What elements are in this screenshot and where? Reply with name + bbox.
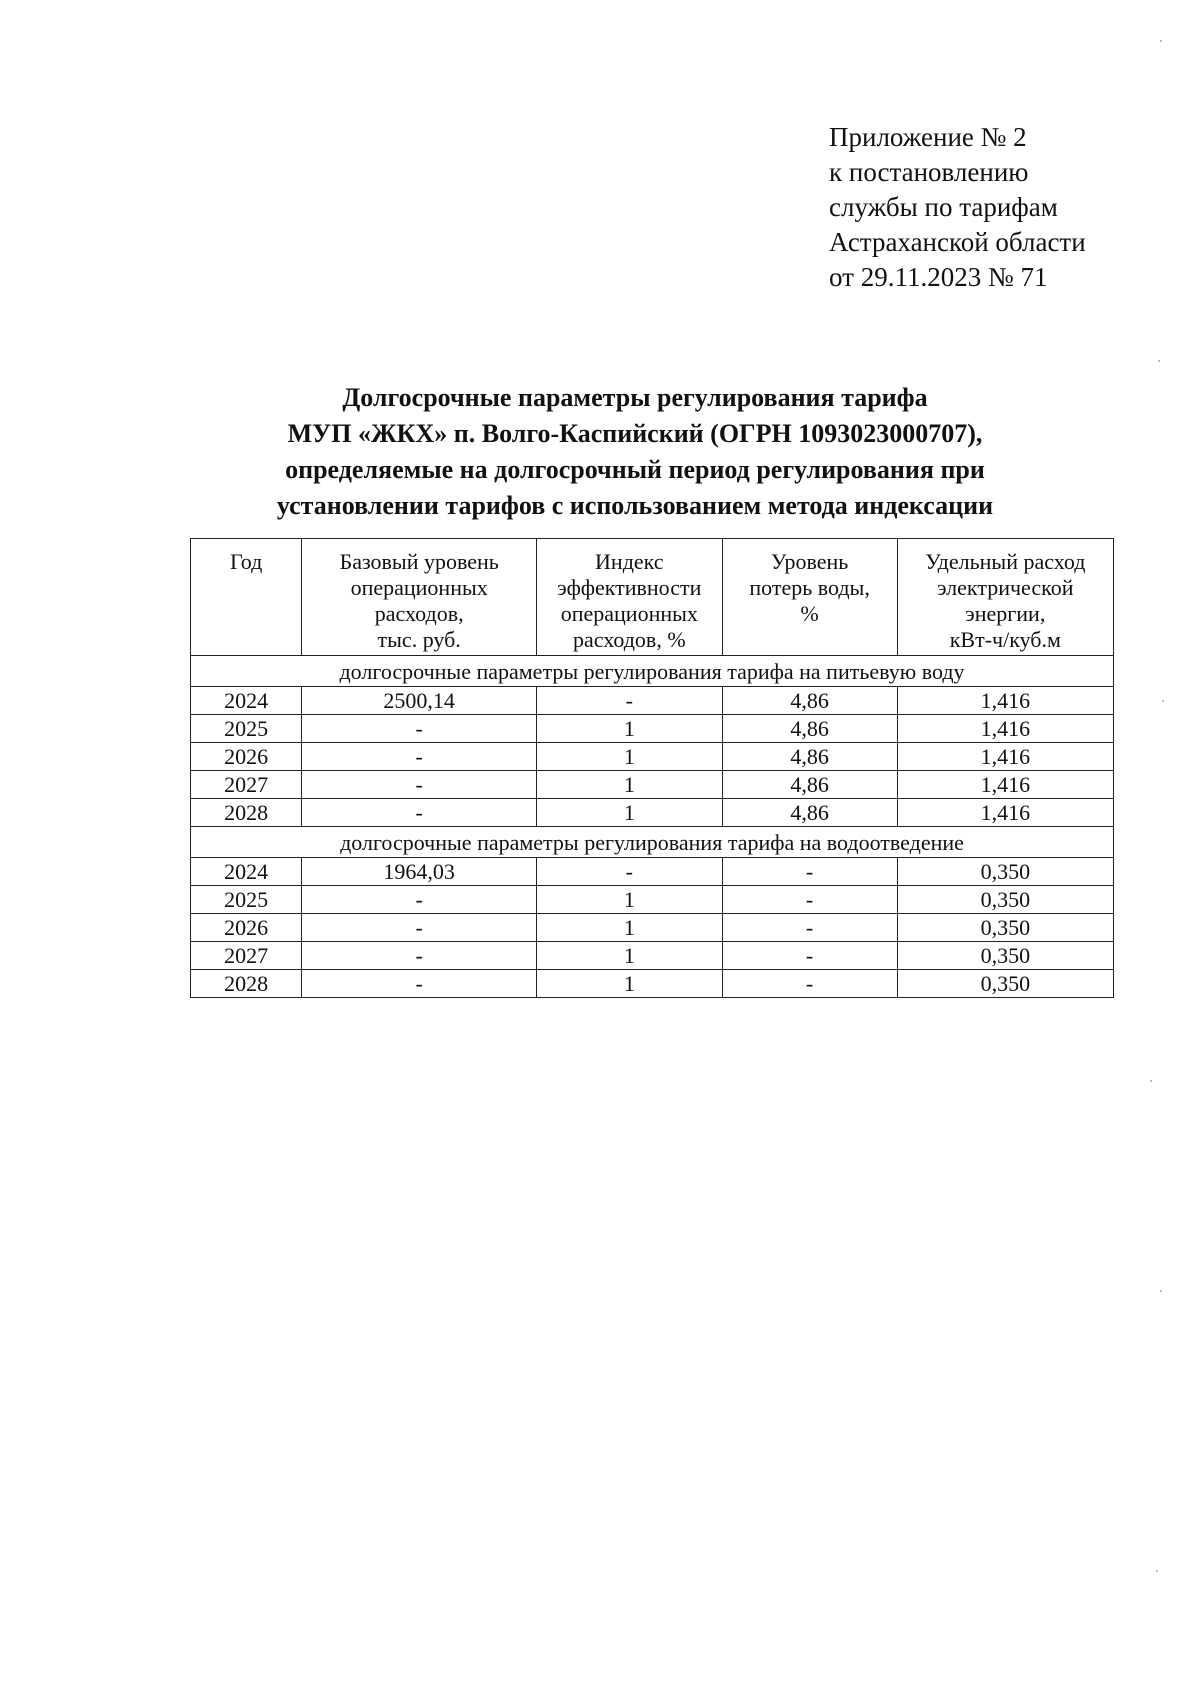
table-row: [191, 886, 1114, 914]
table-body: [191, 656, 1114, 998]
cell-base-opex: 1964,03: [302, 858, 537, 886]
scan-speck: [1150, 1080, 1152, 1082]
header-line: расходов, %: [572, 627, 686, 652]
cell-energy: 0,350: [897, 970, 1113, 998]
cell-energy: 0,350: [897, 886, 1113, 914]
title-line: МУП «ЖКХ» п. Волго-Каспийский (ОГРН 1093023000707),: [287, 419, 983, 448]
header-line: Уровень: [770, 549, 849, 574]
cell-energy: 1,416: [897, 771, 1113, 799]
cell-year: 2026: [191, 743, 302, 771]
cell-efficiency-index: 1: [537, 715, 722, 743]
header-line: эффективности: [557, 575, 702, 600]
appendix-line: к постановлению: [829, 157, 1029, 187]
appendix-block: [829, 120, 1086, 295]
cell-water-loss: 4,86: [722, 715, 897, 743]
header-line: операционных: [350, 575, 488, 600]
header-line: Удельный расход: [925, 549, 1086, 574]
cell-base-opex: -: [302, 914, 537, 942]
cell-efficiency-index: 1: [537, 942, 722, 970]
cell-energy: 0,350: [897, 942, 1113, 970]
cell-year: 2024: [191, 858, 302, 886]
header-line: энергии,: [965, 601, 1046, 626]
table-row: [191, 687, 1114, 715]
header-line: %: [800, 601, 819, 626]
cell-efficiency-index: 1: [537, 799, 722, 827]
header-line: операционных: [560, 601, 698, 626]
scan-speck: [1162, 700, 1164, 702]
scan-speck: [1160, 1290, 1162, 1292]
cell-year: 2025: [191, 715, 302, 743]
title-line: установлении тарифов с использованием метода индексации: [276, 491, 994, 520]
table-header: [191, 539, 1114, 656]
cell-base-opex: -: [302, 799, 537, 827]
cell-year: 2028: [191, 799, 302, 827]
cell-energy: 1,416: [897, 799, 1113, 827]
cell-year: 2025: [191, 886, 302, 914]
table-row: [191, 858, 1114, 886]
table-row: [191, 715, 1114, 743]
cell-energy: 1,416: [897, 687, 1113, 715]
header-efficiency-index: [537, 539, 722, 656]
cell-base-opex: 2500,14: [302, 687, 537, 715]
header-line: Индекс: [595, 549, 664, 574]
document-title: [200, 380, 1070, 524]
cell-efficiency-index: 1: [537, 771, 722, 799]
scan-speck: [1156, 1570, 1158, 1572]
table-row: [191, 799, 1114, 827]
cell-base-opex: -: [302, 970, 537, 998]
header-line: электрической: [937, 575, 1074, 600]
scan-speck: [1160, 40, 1162, 42]
header-line: потерь воды,: [749, 575, 870, 600]
header-year-label: Год: [229, 549, 263, 574]
cell-base-opex: -: [302, 942, 537, 970]
table-row: [191, 942, 1114, 970]
cell-water-loss: -: [722, 858, 897, 886]
table-row: [191, 771, 1114, 799]
header-line: Базовый уровень: [339, 549, 499, 574]
section-row-drinking-water: [191, 656, 1114, 687]
cell-year: 2028: [191, 970, 302, 998]
cell-efficiency-index: -: [537, 858, 722, 886]
title-line: определяемые на долгосрочный период регулирования при: [285, 455, 985, 484]
cell-year: 2024: [191, 687, 302, 715]
parameters-table: [190, 538, 1114, 998]
cell-base-opex: -: [302, 715, 537, 743]
cell-efficiency-index: 1: [537, 886, 722, 914]
cell-efficiency-index: -: [537, 687, 722, 715]
cell-base-opex: -: [302, 886, 537, 914]
cell-water-loss: 4,86: [722, 687, 897, 715]
cell-water-loss: -: [722, 970, 897, 998]
cell-energy: 1,416: [897, 715, 1113, 743]
header-energy-consumption: [897, 539, 1113, 656]
table-row: [191, 970, 1114, 998]
section-title: долгосрочные параметры регулирования тарифа на водоотведение: [191, 827, 1114, 858]
cell-year: 2027: [191, 771, 302, 799]
cell-water-loss: 4,86: [722, 771, 897, 799]
appendix-line: Астраханской области: [829, 227, 1086, 257]
appendix-line: службы по тарифам: [829, 192, 1058, 222]
scan-speck: [1158, 360, 1160, 362]
appendix-line: Приложение № 2: [829, 122, 1027, 152]
header-base-opex: [302, 539, 537, 656]
section-title: долгосрочные параметры регулирования тарифа на питьевую воду: [191, 656, 1114, 687]
cell-water-loss: 4,86: [722, 799, 897, 827]
cell-water-loss: -: [722, 886, 897, 914]
cell-water-loss: 4,86: [722, 743, 897, 771]
cell-base-opex: -: [302, 771, 537, 799]
cell-efficiency-index: 1: [537, 970, 722, 998]
cell-efficiency-index: 1: [537, 743, 722, 771]
appendix-line: от 29.11.2023 № 71: [829, 262, 1048, 292]
section-row-wastewater: [191, 827, 1114, 858]
cell-water-loss: -: [722, 914, 897, 942]
cell-energy: 0,350: [897, 858, 1113, 886]
header-year: [191, 539, 302, 656]
header-line: тыс. руб.: [377, 627, 461, 652]
cell-base-opex: -: [302, 743, 537, 771]
table-row: [191, 914, 1114, 942]
header-line: кВт-ч/куб.м: [949, 627, 1061, 652]
cell-water-loss: -: [722, 942, 897, 970]
table-row: [191, 743, 1114, 771]
header-line: расходов,: [374, 601, 464, 626]
cell-energy: 1,416: [897, 743, 1113, 771]
title-line: Долгосрочные параметры регулирования тарифа: [342, 383, 928, 412]
cell-year: 2026: [191, 914, 302, 942]
cell-year: 2027: [191, 942, 302, 970]
header-water-loss: [722, 539, 897, 656]
cell-efficiency-index: 1: [537, 914, 722, 942]
cell-energy: 0,350: [897, 914, 1113, 942]
